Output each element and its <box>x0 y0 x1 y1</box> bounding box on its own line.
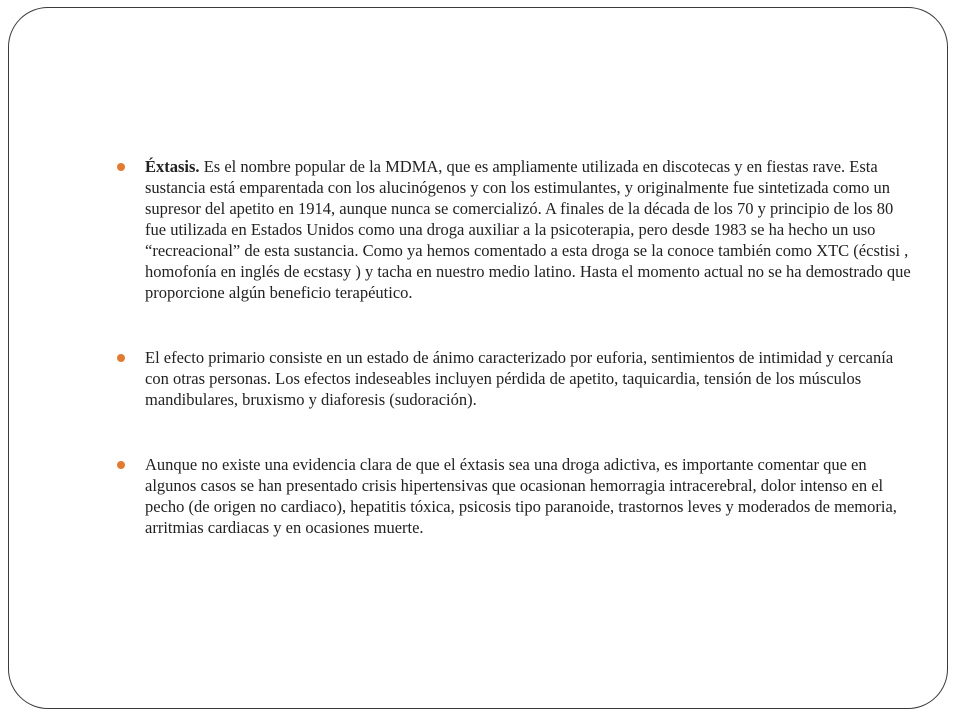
bullet-dot-icon <box>117 163 125 171</box>
bullet-item-efecto-primario <box>117 347 917 410</box>
bullet-text: Es el nombre popular de la MDMA, que es ampliamente utilizada en discotecas y en fiestas rave. Esta sustancia está emparentada con los alucinógenos y con los estimulantes, y originalmente fue sintetizada como un supresor del apetito en 1914, aunque nunca se comercializó. A finales de la década de los 70 y principio de los 80 fue utilizada en Estados Unidos como una droga auxiliar a la psicoterapia, pero desde 1983 se ha hecho un uso “recreacional” de esta sustancia. Como ya hemos comentado a esta droga se la conoce también como XTC (écstisi , homofonía en inglés de ecstasy ) y tacha en nuestro medio latino. Hasta el momento actual no se ha demostrado que proporcione algún beneficio terapéutico. <box>145 157 911 302</box>
bullet-item-extasis <box>117 156 917 303</box>
bullet-list <box>117 156 917 538</box>
bullet-item-riesgos <box>117 454 917 538</box>
bullet-dot-icon <box>117 354 125 362</box>
bullet-text: El efecto primario consiste en un estado de ánimo caracterizado por euforia, sentimientos de intimidad y cercanía con otras personas. Los efectos indeseables incluyen pérdida de apetito, taquicardia, tensión de los músculos mandibulares, bruxismo y diaforesis (sudoración). <box>145 348 894 409</box>
bullet-term: Éxtasis. <box>145 157 200 176</box>
bullet-dot-icon <box>117 461 125 469</box>
slide-frame <box>8 7 948 709</box>
bullet-text: Aunque no existe una evidencia clara de que el éxtasis sea una droga adictiva, es importante comentar que en algunos casos se han presentado crisis hipertensivas que ocasionan hemorragia intracerebral, dolor intenso en el pecho (de origen no cardiaco), hepatitis tóxica, psicosis tipo paranoide, trastornos leves y moderados de memoria, arritmias cardiacas y en ocasiones muerte. <box>145 455 897 537</box>
